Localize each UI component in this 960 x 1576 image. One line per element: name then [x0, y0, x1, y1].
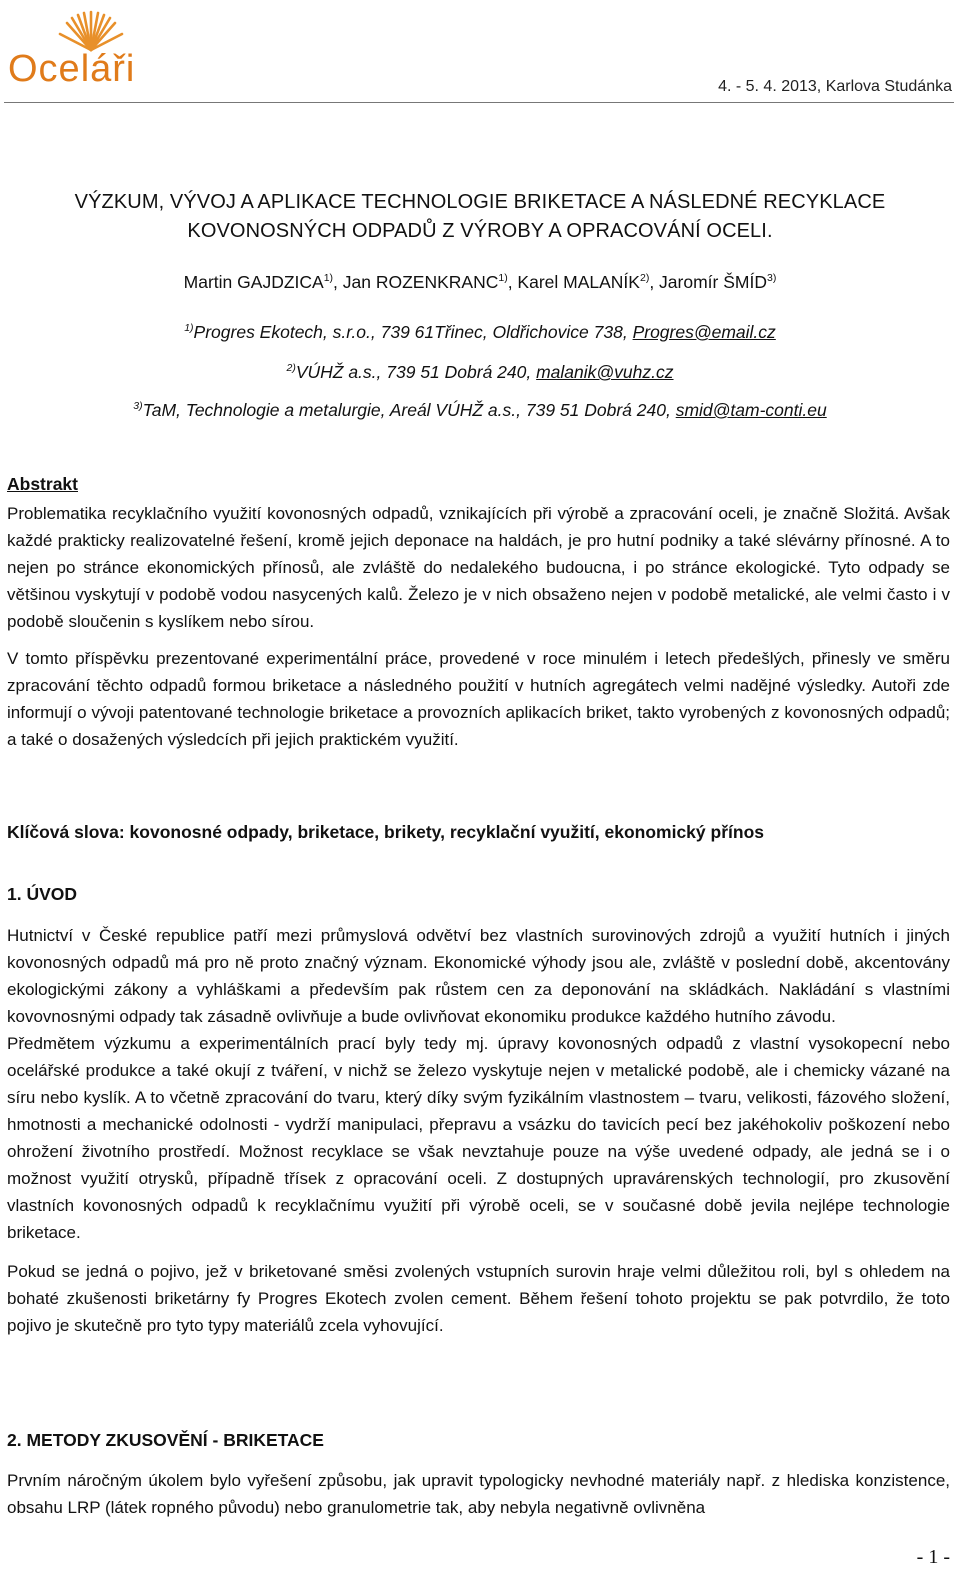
affiliation-3	[0, 400, 960, 421]
abstract-body	[7, 500, 950, 753]
author-1-affiliation: 1)	[323, 272, 334, 285]
section-1-paragraph-1: Hutnictví v České republice patří mezi průmyslová odvětví bez vlastních surovinových zdrojů a využití hutních i jiných kovonosných odpadů má pro ně proto značný význam. Ekonomické výhody jsou ale, zvláště v poslední době, akcentovány ekologickými zákony a vyhláškami a především pak růstem cen za deponování na skládkách. Nakládání s vlastními kovovnosnými odpady tak zásadně ovlivňuje a bude ovlivňovat ekonomiku produkce každého hutního závodu.	[7, 926, 950, 1026]
author-2-affiliation: 1)	[498, 272, 508, 285]
affiliation-3-marker: 3)	[133, 400, 143, 413]
keywords: Klíčová slova: kovonosné odpady, briketace, brikety, recyklační využití, ekonomický přínos	[7, 822, 764, 842]
header-divider	[4, 102, 954, 103]
author-3-affiliation: 2)	[639, 272, 650, 285]
affiliation-2-marker: 2)	[286, 362, 296, 375]
section-1-paragraph-2: Předmětem výzkumu a experimentálních prací byly tedy mj. úpravy kovonosných odpadů z vlastní vysokopecní nebo ocelářské produkce a také okují z tváření, v nichž se železo vyskytuje nejen v metalické podobě, ale i chemicky vázané na síru nebo kyslík. A to včetně zpracování do tvaru, který díky svým fyzikálním vlastnostem – tvaru, velikosti, fázového složení, hmotnosti a mechanické odolnosti - vydrží manipulaci, přepravu a vsázku do tavicích pecí bez jakéhokoliv poškození nebo ohrožení životního prostředí. Možnost recyklace se však nevztahuje pouze na výše uvedené odpady, ale jedná se i o možnost využití otrysků, případně třísek z opracování oceli. Z dostupných upravárenských technologií, pro zkusovění vlastních kovonosných odpadů k recyklačnímu využití při výrobě oceli, se v současné době jevila nejlépe technologie briketace.	[7, 1034, 950, 1242]
abstract-heading: Abstrakt	[7, 474, 78, 494]
abstract-paragraph-2: V tomto příspěvku prezentované experimentální práce, provedené v roce minulém i letech předešlých, přinesly ve směru zpracování těchto odpadů formou briketace a následného použití v hutních agregátech velmi nadějné výsledky. Autoři zde informují o vývoji patentované technologie briketace a provozních aplikacích briket, takto vyrobených z kovonosných odpadů; a také o dosažených výsledcích při jejich praktickém využití.	[7, 649, 950, 749]
author-4: , Jaromír ŠMÍD	[649, 272, 767, 292]
title-line-2: KOVONOSNÝCH ODPADŮ Z VÝROBY A OPRACOVÁNÍ OCELI.	[187, 220, 773, 242]
affiliation-1	[0, 322, 960, 343]
author-4-affiliation: 3)	[766, 272, 777, 285]
affiliation-1-email-link[interactable]: Progres@email.cz	[632, 322, 776, 342]
author-3: , Karel MALANÍK	[507, 272, 640, 292]
section-2-paragraph-1: Prvním náročným úkolem bylo vyřešení způsobu, jak upravit typologicky nevhodné materiály např. z hlediska konzistence, obsahu LRP (látek ropného původu) nebo granulometrie tak, aby nebyla negativně ovlivněna	[7, 1471, 950, 1517]
section-1-heading: 1. ÚVOD	[7, 884, 78, 904]
sun-burst-icon	[56, 6, 126, 54]
abstract-paragraph-1: Problematika recyklačního využití kovonosných odpadů, vznikajících při výrobě a zpracování oceli, je značně Složitá. Avšak každé prakticky realizovatelné řešení, kromě jejich deponace na haldách, je pro hutní podniky a také slévárny přínosné. A to nejen po stránce ekonomických přínosů, ale zvláště do nedalekého budoucna, i po stránce ekologické. Tyto odpady se většinou vyskytují v podobě vodou nasycených kalů. Železo je v nich obsaženo nejen v podobě metalické, ale velmi často i v podobě sloučenin s kyslíkem nebo sírou.	[7, 504, 950, 631]
author-list	[0, 272, 960, 293]
page-number: - 1 -	[916, 1546, 950, 1568]
affiliation-1-marker: 1)	[184, 322, 194, 335]
section-1-paragraph-3: Pokud se jedná o pojivo, jež v briketované směsi zvolených vstupních surovin hraje velmi důležitou roli, byl s ohledem na bohaté zkušenosti briketárny fy Progres Ekotech zvolen cement. Během řešení tohoto projektu se pak potvrdilo, že toto pojivo je skutečně pro tyto typy materiálů zcela vyhovující.	[7, 1262, 950, 1335]
affiliation-3-text: TaM, Technologie a metalurgie, Areál VÚHŽ a.s., 739 51 Dobrá 240,	[142, 400, 676, 420]
affiliation-3-email-link[interactable]: smid@tam-conti.eu	[675, 400, 827, 420]
paper-title	[0, 188, 960, 246]
affiliation-2-text: VÚHŽ a.s., 739 51 Dobrá 240,	[295, 362, 537, 382]
section-1-body	[7, 922, 950, 1339]
affiliation-2-email-link[interactable]: malanik@vuhz.cz	[536, 362, 674, 382]
author-1: Martin GAJDZICA	[183, 272, 324, 292]
affiliation-1-text: Progres Ekotech, s.r.o., 739 61Třinec, Oldřichovice 738,	[193, 322, 633, 342]
title-line-1: VÝZKUM, VÝVOJ A APLIKACE TECHNOLOGIE BRIKETACE A NÁSLEDNÉ RECYKLACE	[74, 191, 886, 213]
conference-logo	[8, 6, 158, 88]
author-2: , Jan ROZENKRANC	[333, 272, 499, 292]
section-2-heading: 2. METODY ZKUSOVĚNÍ - BRIKETACE	[7, 1430, 324, 1450]
conference-date-place: 4. - 5. 4. 2013, Karlova Studánka	[718, 78, 952, 95]
section-2-body	[7, 1467, 950, 1521]
affiliation-2	[0, 362, 960, 383]
logo-text: Oceláři	[8, 48, 136, 90]
